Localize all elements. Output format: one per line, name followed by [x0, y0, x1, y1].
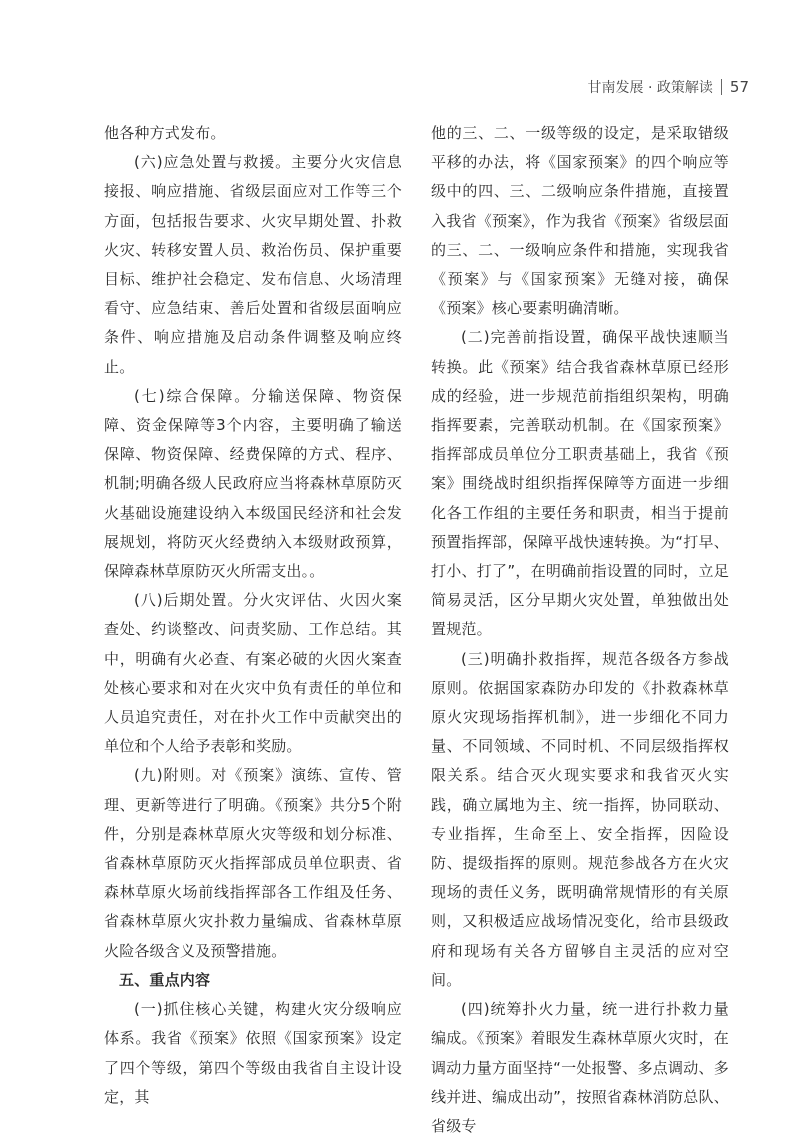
paragraph: (九)附则。对《预案》演练、宣传、管理、更新等进行了明确。《预案》共分5个附件，分别是森林草原火灾等级和划分标准、省森林草原防灭火指挥部成员单位职责、省森林草原火场前线指挥部各工作组及任务、省森林草原火灾扑救力量编成、省森林草原火险各级含义及预警措施。	[104, 766, 402, 960]
page-header	[588, 77, 749, 97]
paragraph: (八)后期处置。分火灾评估、火因火案查处、约谈整改、问责奖励、工作总结。其中，明确有火必查、有案必破的火因火案查处核心要求和对在火灾中负有责任的单位和人员追究责任，对在扑火工作中贡献突出的单位和个人给予表彰和奖励。	[104, 591, 402, 756]
paragraph: 他的三、二、一级等级的设定，是采取错级平移的办法，将《国家预案》的四个响应等级中的四、三、二级响应条件措施，直接置入我省《预案》，作为我省《预案》省级层面的三、二、一级响应条件和措施，实现我省《预案》与《国家预案》无缝对接，确保《预案》核心要素明确清晰。	[431, 124, 729, 318]
paragraph: (四)统筹扑火力量，统一进行扑救力量编成。《预案》着眼发生森林草原火灾时，在调动力量方面坚持“一处报警、多点调动、多线并进、编成出动”，按照省森林消防总队、省级专	[431, 1000, 729, 1135]
paragraph: (三)明确扑救指挥，规范各级各方参战原则。依据国家森防办印发的《扑救森林草原火灾现场指挥机制》，进一步细化不同力量、不同领域、不同时机、不同层级指挥权限关系。结合灭火现实要求和我省灭火实践，确立属地为主、统一指挥，协同联动、专业指挥，生命至上、安全指挥，因险设防、提级指挥的原则。规范参战各方在火灾现场的责任义务，既明确常规情形的有关原则，又积极适应战场情况变化，给市县级政府和现场有关各方留够自主灵活的应对空间。	[431, 649, 729, 989]
paragraph: (一)抓住核心关键，构建火灾分级响应体系。我省《预案》依照《国家预案》设定了四个等级，第四个等级由我省自主设计设定，其	[104, 1000, 402, 1106]
paragraph: (二)完善前指设置，确保平战快速顺当转换。此《预案》结合我省森林草原已经形成的经验，进一步规范前指组织架构，明确指挥要素，完善联动机制。在《国家预案》指挥部成员单位分工职责基础上，我省《预案》围绕战时组织指挥保障等方面进一步细化各工作组的主要任务和职责，相当于提前预置指挥部，保障平战快速转换。为“打早、打小、打了”，在明确前指设置的同时，立足简易灵活，区分早期火灾处置，单独做出处置规范。	[431, 328, 729, 639]
paragraph: (六)应急处置与救援。主要分火灾信息接报、响应措施、省级层面应对工作等三个方面，包括报告要求、火灾早期处置、扑救火灾、转移安置人员、救治伤员、保护重要目标、维护社会稳定、发布信息、火场清理看守、应急结束、善后处置和省级层面响应条件、响应措施及启动条件调整及响应终止。	[104, 153, 402, 376]
left-column	[104, 119, 402, 1112]
section-heading: 五、重点内容	[119, 970, 211, 989]
right-column	[431, 119, 729, 1141]
paragraph: (七)综合保障。分输送保障、物资保障、资金保障等3个内容，主要明确了输送保障、物资保障、经费保障的方式、程序、机制;明确各级人民政府应当将森林草原防灭火基础设施建设纳入本级国民经济和社会发展规划，将防灭火经费纳入本级财政预算，保障森林草原防灭火所需支出。。	[104, 386, 402, 581]
page-number: 57	[729, 78, 749, 96]
header-title: 甘南发展 · 政策解读	[587, 80, 713, 96]
paragraph: 他各种方式发布。	[104, 124, 226, 142]
header-divider	[721, 79, 722, 95]
